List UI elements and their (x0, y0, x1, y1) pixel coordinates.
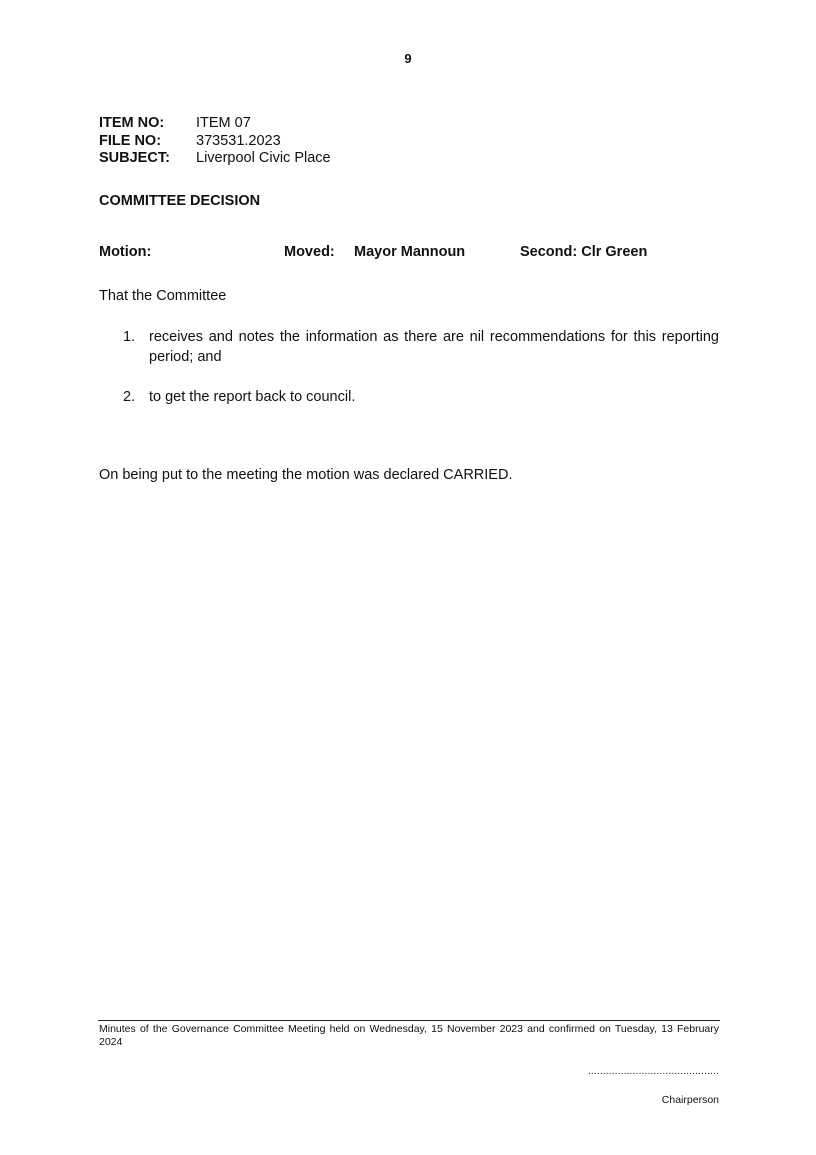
moved-by: Mayor Mannoun (354, 244, 466, 260)
resolution-intro: That the Committee (99, 288, 227, 304)
list-item-number: 2. (123, 389, 136, 405)
list-item-number: 1. (123, 329, 136, 345)
subject-row (99, 150, 331, 168)
list-item-text: receives and notes the information as there are nil recommendations for this reporting period; and (149, 329, 719, 365)
file-no-label: FILE NO: (99, 132, 162, 149)
resolution-list (123, 327, 719, 407)
list-item-text: to get the report back to council. (149, 389, 356, 405)
item-no-value: ITEM 07 (196, 115, 251, 131)
list-item (123, 387, 719, 407)
file-no-row (99, 133, 331, 151)
moved-label: Moved: (284, 244, 335, 260)
section-heading: COMMITTEE DECISION (99, 193, 261, 209)
seconder: Second: Clr Green (520, 244, 648, 260)
motion-label: Motion: (99, 244, 152, 260)
footer-minutes-text: Minutes of the Governance Committee Meeting held on Wednesday, 15 November 2023 and confirmed on Tuesday, 13 February 2024 (99, 1023, 719, 1048)
file-no-value: 373531.2023 (196, 132, 281, 149)
motion-outcome: On being put to the meeting the motion was declared CARRIED. (99, 467, 513, 483)
signature-label: Chairperson (661, 1094, 719, 1106)
signature-line: ............................................ (587, 1066, 719, 1077)
item-no-label: ITEM NO: (99, 115, 165, 131)
item-no-row (99, 115, 331, 133)
list-item (123, 327, 719, 367)
item-metadata (99, 115, 331, 168)
motion-line (99, 244, 719, 264)
subject-value: Liverpool Civic Place (196, 150, 331, 166)
footer-divider (98, 1020, 720, 1021)
subject-label: SUBJECT: (99, 150, 170, 166)
page-number: 9 (404, 51, 412, 66)
